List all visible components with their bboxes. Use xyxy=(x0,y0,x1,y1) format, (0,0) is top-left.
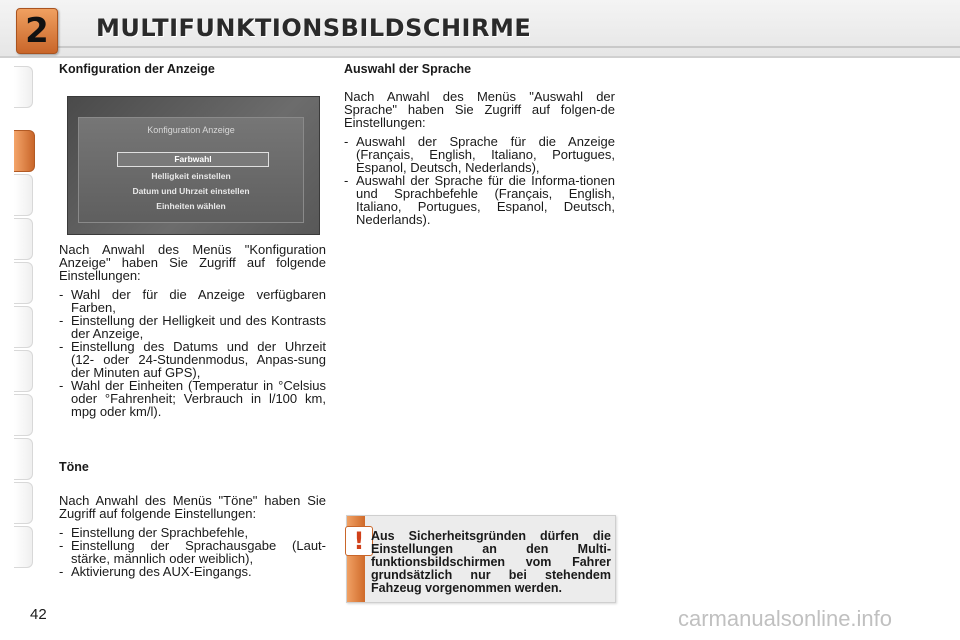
chapter-tab-7[interactable] xyxy=(14,350,33,392)
chapter-number: 2 xyxy=(25,11,49,51)
chapter-tab-4[interactable] xyxy=(14,218,33,260)
tone-list xyxy=(59,526,326,578)
display-config-heading: Konfiguration der Anzeige xyxy=(59,62,215,76)
page-number: 42 xyxy=(30,606,47,623)
language-intro: Nach Anwahl des Menüs "Auswahl der Sprache" haben Sie Zugriff auf folgen-de Einstellungen: xyxy=(344,89,615,130)
screen-menu-panel xyxy=(78,117,304,223)
chapter-tab-10[interactable] xyxy=(14,482,33,524)
screen-menu-title: Konfiguration Anzeige xyxy=(147,125,235,135)
list-item: - Aktivierung des AUX-Eingangs. xyxy=(59,565,326,578)
chapter-badge xyxy=(16,8,58,54)
chapter-tab-1[interactable] xyxy=(14,66,33,108)
chapter-tab-6[interactable] xyxy=(14,306,33,348)
screen-menu-item: Datum und Uhrzeit einstellen xyxy=(132,186,250,196)
left-column xyxy=(59,63,326,578)
chapter-tab-9[interactable] xyxy=(14,438,33,480)
exclamation-icon: ! xyxy=(345,526,373,556)
watermark: carmanualsonline.info xyxy=(678,606,893,631)
page-title: MULTIFUNKTIONSBILDSCHIRME xyxy=(96,14,532,42)
chapter-tab-2-active[interactable] xyxy=(14,130,35,172)
chapter-tab-8[interactable] xyxy=(14,394,33,436)
screen-menu-item: Einheiten wählen xyxy=(156,201,226,211)
safety-warning-box xyxy=(346,515,616,603)
header-divider xyxy=(56,46,960,48)
display-config-intro: Nach Anwahl des Menüs "Konfiguration Anzeige" haben Sie Zugriff auf folgende Einstellungen: xyxy=(59,242,326,283)
chapter-tab-3[interactable] xyxy=(14,174,33,216)
language-heading: Auswahl der Sprache xyxy=(344,62,472,76)
tone-heading: Töne xyxy=(59,460,89,474)
warning-text: Aus Sicherheitsgründen dürfen die Einstellungen an den Multi-funktionsbildschirmen vom Fahrer grundsätzlich nur bei stehendem Fahzeug vorgenommen werden. xyxy=(371,529,611,595)
right-column xyxy=(344,63,615,226)
screen-menu-item: Helligkeit einstellen xyxy=(151,171,231,181)
list-item: - Einstellung der Helligkeit und des Kontrasts der Anzeige, xyxy=(59,314,326,340)
language-list xyxy=(344,135,615,226)
list-item: - Auswahl der Sprache für die Anzeige (Français, English, Italiano, Portugues, Espanol, Deutsch, Nederlands), xyxy=(344,135,615,174)
display-screen-image xyxy=(67,96,320,235)
list-item: - Einstellung der Sprachausgabe (Laut-stärke, männlich oder weiblich), xyxy=(59,539,326,565)
tone-intro: Nach Anwahl des Menüs "Töne" haben Sie Zugriff auf folgende Einstellungen: xyxy=(59,493,326,521)
display-config-list xyxy=(59,288,326,418)
list-item: - Wahl der Einheiten (Temperatur in °Celsius oder °Fahrenheit; Verbrauch in l/100 km, mpg oder km/l). xyxy=(59,379,326,418)
list-item: - Einstellung des Datums und der Uhrzeit (12- oder 24-Stundenmodus, Anpas-sung der Minuten auf GPS), xyxy=(59,340,326,379)
chapter-tabs xyxy=(14,66,34,576)
chapter-tab-5[interactable] xyxy=(14,262,33,304)
list-item: - Auswahl der Sprache für die Informa-tionen und Sprachbefehle (Français, English, Italiano, Portugues, Espanol, Deutsch, Nederlands). xyxy=(344,174,615,226)
screen-menu-item-selected: Farbwahl xyxy=(117,152,269,167)
chapter-tab-11[interactable] xyxy=(14,526,33,568)
list-item: - Wahl der für die Anzeige verfügbaren Farben, xyxy=(59,288,326,314)
list-item: - Einstellung der Sprachbefehle, xyxy=(59,526,326,539)
